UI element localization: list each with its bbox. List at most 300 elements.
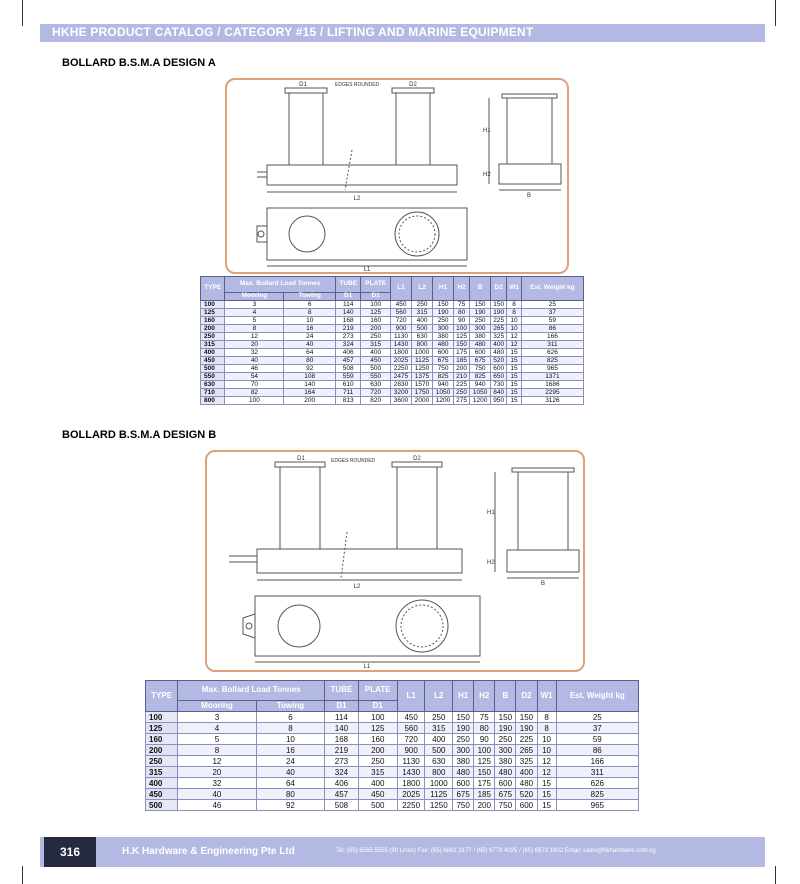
table-cell: 10 bbox=[507, 325, 522, 333]
table-row bbox=[146, 745, 639, 756]
table-cell: 190 bbox=[433, 309, 454, 317]
table-cell: 185 bbox=[474, 789, 495, 800]
table-cell: 160 bbox=[358, 734, 397, 745]
col-plate: PLATE bbox=[361, 277, 391, 293]
catalog-title: HKHE PRODUCT CATALOG / CATEGORY #15 / LIFTING AND MARINE EQUIPMENT bbox=[52, 25, 534, 39]
table-cell: 311 bbox=[521, 341, 583, 349]
table-cell: 168 bbox=[336, 317, 361, 325]
table-cell: 64 bbox=[256, 778, 325, 789]
col-l1: L1 bbox=[397, 681, 425, 712]
table-cell: 380 bbox=[453, 756, 474, 767]
table-cell: 300 bbox=[470, 325, 491, 333]
table-row bbox=[201, 365, 584, 373]
table-cell: 457 bbox=[325, 789, 358, 800]
table-cell: 965 bbox=[556, 800, 638, 811]
table-cell: 750 bbox=[433, 365, 454, 373]
technical-drawing-b bbox=[207, 452, 583, 670]
cell-type: 500 bbox=[146, 800, 178, 811]
table-cell: 250 bbox=[412, 301, 433, 309]
table-cell: 2250 bbox=[391, 365, 412, 373]
table-cell: 380 bbox=[433, 333, 454, 341]
table-cell: 600 bbox=[433, 349, 454, 357]
table-cell: 25 bbox=[556, 712, 638, 723]
table-cell: 16 bbox=[284, 325, 336, 333]
label-l1: L1 bbox=[363, 664, 371, 670]
table-row bbox=[201, 333, 584, 341]
col-b: B bbox=[495, 681, 516, 712]
table-cell: 250 bbox=[358, 756, 397, 767]
table-cell: 40 bbox=[284, 341, 336, 349]
col-towing: Towing bbox=[256, 701, 325, 712]
table-cell: 675 bbox=[433, 357, 454, 365]
table-cell: 315 bbox=[412, 309, 433, 317]
table-cell: 150 bbox=[495, 712, 516, 723]
table-cell: 950 bbox=[491, 397, 507, 405]
table-cell: 825 bbox=[556, 789, 638, 800]
col-l2: L2 bbox=[412, 277, 433, 301]
table-cell: 275 bbox=[454, 397, 470, 405]
col-h2: H2 bbox=[454, 277, 470, 301]
table-cell: 3126 bbox=[521, 397, 583, 405]
cell-type: 450 bbox=[146, 789, 178, 800]
label-d1: D1 bbox=[297, 456, 305, 462]
drawing-design-b bbox=[205, 450, 585, 672]
table-cell: 1050 bbox=[433, 389, 454, 397]
cell-type: 400 bbox=[146, 778, 178, 789]
col-plate-d1: D1 bbox=[361, 293, 391, 301]
crop-mark-bottom-right bbox=[775, 866, 776, 884]
crop-mark-right bbox=[775, 0, 776, 26]
table-row bbox=[146, 734, 639, 745]
table-cell: 1130 bbox=[397, 756, 425, 767]
table-cell: 650 bbox=[491, 373, 507, 381]
col-h1: H1 bbox=[453, 681, 474, 712]
col-mooring: Mooring bbox=[225, 293, 284, 301]
table-cell: 400 bbox=[358, 778, 397, 789]
table-row bbox=[201, 325, 584, 333]
table-cell: 840 bbox=[491, 389, 507, 397]
table-cell: 54 bbox=[225, 373, 284, 381]
table-cell: 825 bbox=[433, 373, 454, 381]
table-cell: 560 bbox=[391, 309, 412, 317]
table-cell: 190 bbox=[453, 723, 474, 734]
table-cell: 324 bbox=[336, 341, 361, 349]
table-cell: 8 bbox=[537, 723, 556, 734]
table-cell: 150 bbox=[516, 712, 537, 723]
table-cell: 46 bbox=[225, 365, 284, 373]
label-edges-rounded: EDGES ROUNDED bbox=[331, 458, 376, 464]
table-cell: 150 bbox=[433, 301, 454, 309]
table-cell: 20 bbox=[178, 767, 256, 778]
table-cell: 12 bbox=[507, 341, 522, 349]
technical-drawing-a bbox=[227, 80, 567, 272]
table-cell: 406 bbox=[325, 778, 358, 789]
table-cell: 900 bbox=[391, 325, 412, 333]
table-row bbox=[146, 712, 639, 723]
table-cell: 225 bbox=[516, 734, 537, 745]
table-cell: 600 bbox=[453, 778, 474, 789]
table-cell: 75 bbox=[454, 301, 470, 309]
table-cell: 450 bbox=[397, 712, 425, 723]
table-cell: 265 bbox=[516, 745, 537, 756]
table-cell: 125 bbox=[454, 333, 470, 341]
label-b: B bbox=[526, 193, 532, 199]
table-cell: 40 bbox=[256, 767, 325, 778]
col-weight: Est. Weight kg bbox=[556, 681, 638, 712]
table-cell: 25 bbox=[521, 301, 583, 309]
table-cell: 600 bbox=[491, 365, 507, 373]
table-cell: 80 bbox=[454, 309, 470, 317]
cell-type: 250 bbox=[201, 333, 225, 341]
label-h1: H1 bbox=[483, 128, 491, 134]
table-cell: 800 bbox=[425, 767, 453, 778]
col-type: TYPE bbox=[201, 277, 225, 301]
table-cell: 5 bbox=[178, 734, 256, 745]
table-cell: 1000 bbox=[412, 349, 433, 357]
crop-mark-bottom-left bbox=[22, 866, 23, 884]
table-row bbox=[201, 389, 584, 397]
cell-type: 100 bbox=[201, 301, 225, 309]
table-cell: 80 bbox=[284, 357, 336, 365]
table-cell: 24 bbox=[256, 756, 325, 767]
label-h2: H2 bbox=[483, 172, 491, 178]
col-plate: PLATE bbox=[358, 681, 397, 701]
cell-type: 200 bbox=[146, 745, 178, 756]
table-cell: 508 bbox=[325, 800, 358, 811]
table-cell: 2000 bbox=[412, 397, 433, 405]
table-cell: 125 bbox=[474, 756, 495, 767]
table-cell: 114 bbox=[325, 712, 358, 723]
table-cell: 10 bbox=[507, 317, 522, 325]
page-number: 316 bbox=[44, 837, 96, 867]
table-cell: 15 bbox=[507, 381, 522, 389]
table-cell: 480 bbox=[516, 778, 537, 789]
table-cell: 125 bbox=[361, 309, 391, 317]
table-cell: 1130 bbox=[391, 333, 412, 341]
table-cell: 1125 bbox=[412, 357, 433, 365]
table-cell: 559 bbox=[336, 373, 361, 381]
table-cell: 190 bbox=[470, 309, 491, 317]
table-cell: 4 bbox=[225, 309, 284, 317]
table-cell: 185 bbox=[454, 357, 470, 365]
table-cell: 1686 bbox=[521, 381, 583, 389]
table-cell: 40 bbox=[225, 357, 284, 365]
table-cell: 150 bbox=[454, 341, 470, 349]
table-row bbox=[201, 349, 584, 357]
table-cell: 610 bbox=[336, 381, 361, 389]
table-cell: 520 bbox=[491, 357, 507, 365]
cell-type: 125 bbox=[146, 723, 178, 734]
table-cell: 300 bbox=[453, 745, 474, 756]
table-cell: 300 bbox=[495, 745, 516, 756]
table-cell: 140 bbox=[336, 309, 361, 317]
table-cell: 10 bbox=[284, 317, 336, 325]
table-cell: 1800 bbox=[397, 778, 425, 789]
table-cell: 825 bbox=[470, 373, 491, 381]
cell-type: 160 bbox=[201, 317, 225, 325]
spec-table-design-b bbox=[145, 680, 639, 811]
table-cell: 250 bbox=[495, 734, 516, 745]
table-cell: 90 bbox=[474, 734, 495, 745]
cell-type: 450 bbox=[201, 357, 225, 365]
table-cell: 500 bbox=[358, 800, 397, 811]
table-cell: 150 bbox=[470, 301, 491, 309]
table-cell: 150 bbox=[474, 767, 495, 778]
table-cell: 2295 bbox=[521, 389, 583, 397]
table-cell: 400 bbox=[425, 734, 453, 745]
table-cell: 108 bbox=[284, 373, 336, 381]
table-cell: 10 bbox=[256, 734, 325, 745]
table-cell: 225 bbox=[491, 317, 507, 325]
table-cell: 12 bbox=[178, 756, 256, 767]
table-cell: 400 bbox=[491, 341, 507, 349]
table-cell: 125 bbox=[358, 723, 397, 734]
table-cell: 190 bbox=[516, 723, 537, 734]
col-mooring: Mooring bbox=[178, 701, 256, 712]
table-cell: 140 bbox=[325, 723, 358, 734]
table-cell: 1800 bbox=[391, 349, 412, 357]
col-h1: H1 bbox=[433, 277, 454, 301]
table-cell: 500 bbox=[361, 365, 391, 373]
table-cell: 273 bbox=[325, 756, 358, 767]
cell-type: 250 bbox=[146, 756, 178, 767]
table-row bbox=[201, 357, 584, 365]
col-l1: L1 bbox=[391, 277, 412, 301]
label-h1: H1 bbox=[487, 510, 495, 516]
table-cell: 86 bbox=[556, 745, 638, 756]
col-l2: L2 bbox=[425, 681, 453, 712]
table-cell: 400 bbox=[361, 349, 391, 357]
table-cell: 1200 bbox=[433, 397, 454, 405]
table-cell: 15 bbox=[507, 389, 522, 397]
table-cell: 520 bbox=[516, 789, 537, 800]
table-cell: 400 bbox=[412, 317, 433, 325]
label-d2: D2 bbox=[409, 82, 417, 88]
table-cell: 450 bbox=[391, 301, 412, 309]
table-cell: 500 bbox=[412, 325, 433, 333]
table-cell: 92 bbox=[256, 800, 325, 811]
col-w1: W1 bbox=[537, 681, 556, 712]
table-cell: 380 bbox=[495, 756, 516, 767]
col-tube: TUBE bbox=[336, 277, 361, 293]
contact-info: Tel: (65) 6565 5555 (30 Lines) Fax: (65) 6861 3177 / (65) 6778 4025 / (65) 6873 1602 Email: sales@hkhardware.com.sg bbox=[336, 848, 656, 854]
table-cell: 720 bbox=[391, 317, 412, 325]
table-cell: 940 bbox=[433, 381, 454, 389]
table-row bbox=[146, 778, 639, 789]
table-cell: 2250 bbox=[397, 800, 425, 811]
table-cell: 8 bbox=[225, 325, 284, 333]
table-cell: 150 bbox=[491, 301, 507, 309]
crop-mark-left bbox=[22, 0, 23, 26]
table-row bbox=[201, 397, 584, 405]
label-h2: H2 bbox=[487, 560, 495, 566]
table-cell: 210 bbox=[454, 373, 470, 381]
table-cell: 450 bbox=[358, 789, 397, 800]
table-cell: 325 bbox=[491, 333, 507, 341]
table-cell: 37 bbox=[521, 309, 583, 317]
table-cell: 46 bbox=[178, 800, 256, 811]
table-cell: 200 bbox=[474, 800, 495, 811]
table-cell: 300 bbox=[433, 325, 454, 333]
col-tube-d1: D1 bbox=[336, 293, 361, 301]
cell-type: 315 bbox=[146, 767, 178, 778]
table-cell: 813 bbox=[336, 397, 361, 405]
table-cell: 219 bbox=[325, 745, 358, 756]
table-cell: 711 bbox=[336, 389, 361, 397]
table-cell: 12 bbox=[225, 333, 284, 341]
cell-type: 315 bbox=[201, 341, 225, 349]
label-b: B bbox=[540, 581, 546, 587]
table-cell: 730 bbox=[491, 381, 507, 389]
table-cell: 90 bbox=[454, 317, 470, 325]
table-cell: 324 bbox=[325, 767, 358, 778]
table-cell: 32 bbox=[225, 349, 284, 357]
table-cell: 8 bbox=[178, 745, 256, 756]
table-cell: 200 bbox=[361, 325, 391, 333]
table-cell: 250 bbox=[470, 317, 491, 325]
table-cell: 630 bbox=[412, 333, 433, 341]
table-cell: 100 bbox=[454, 325, 470, 333]
cell-type: 500 bbox=[201, 365, 225, 373]
cell-type: 125 bbox=[201, 309, 225, 317]
table-cell: 940 bbox=[470, 381, 491, 389]
table-cell: 750 bbox=[470, 365, 491, 373]
table-cell: 315 bbox=[358, 767, 397, 778]
table-cell: 32 bbox=[178, 778, 256, 789]
col-h2: H2 bbox=[474, 681, 495, 712]
table-cell: 3 bbox=[225, 301, 284, 309]
table-cell: 37 bbox=[556, 723, 638, 734]
table-cell: 40 bbox=[178, 789, 256, 800]
table-cell: 190 bbox=[491, 309, 507, 317]
table-cell: 406 bbox=[336, 349, 361, 357]
table-cell: 480 bbox=[491, 349, 507, 357]
table-cell: 15 bbox=[507, 357, 522, 365]
table-cell: 315 bbox=[425, 723, 453, 734]
table-row bbox=[201, 341, 584, 349]
table-row bbox=[146, 756, 639, 767]
table-cell: 15 bbox=[537, 778, 556, 789]
table-cell: 12 bbox=[537, 756, 556, 767]
table-cell: 8 bbox=[507, 309, 522, 317]
table-cell: 166 bbox=[521, 333, 583, 341]
table-cell: 200 bbox=[454, 365, 470, 373]
spec-table-design-a bbox=[200, 276, 584, 405]
table-cell: 5 bbox=[225, 317, 284, 325]
table-row bbox=[146, 789, 639, 800]
table-cell: 457 bbox=[336, 357, 361, 365]
table-cell: 219 bbox=[336, 325, 361, 333]
table-cell: 100 bbox=[361, 301, 391, 309]
table-cell: 166 bbox=[556, 756, 638, 767]
table-cell: 250 bbox=[425, 712, 453, 723]
table-cell: 820 bbox=[361, 397, 391, 405]
table-cell: 190 bbox=[495, 723, 516, 734]
table-cell: 265 bbox=[491, 325, 507, 333]
table-row bbox=[201, 373, 584, 381]
label-edges-rounded: EDGES ROUNDED bbox=[335, 82, 380, 88]
table-cell: 20 bbox=[225, 341, 284, 349]
table-cell: 175 bbox=[474, 778, 495, 789]
label-d1: D1 bbox=[299, 82, 307, 88]
table-cell: 480 bbox=[495, 767, 516, 778]
table-cell: 2830 bbox=[391, 381, 412, 389]
table-cell: 1050 bbox=[470, 389, 491, 397]
cell-type: 550 bbox=[201, 373, 225, 381]
table-cell: 12 bbox=[507, 333, 522, 341]
table-cell: 675 bbox=[495, 789, 516, 800]
col-tube: TUBE bbox=[325, 681, 358, 701]
table-cell: 480 bbox=[470, 341, 491, 349]
col-type: TYPE bbox=[146, 681, 178, 712]
table-cell: 164 bbox=[284, 389, 336, 397]
table-cell: 175 bbox=[454, 349, 470, 357]
table-cell: 6 bbox=[256, 712, 325, 723]
cell-type: 200 bbox=[201, 325, 225, 333]
label-d2: D2 bbox=[413, 456, 421, 462]
cell-type: 800 bbox=[201, 397, 225, 405]
table-cell: 6 bbox=[284, 301, 336, 309]
table-cell: 114 bbox=[336, 301, 361, 309]
col-weight: Est. Weight kg bbox=[521, 277, 583, 301]
cell-type: 400 bbox=[201, 349, 225, 357]
col-d2: D2 bbox=[516, 681, 537, 712]
table-row bbox=[201, 309, 584, 317]
table-cell: 1000 bbox=[425, 778, 453, 789]
table-cell: 675 bbox=[470, 357, 491, 365]
section-title-design-b: BOLLARD B.S.M.A DESIGN B bbox=[62, 429, 217, 441]
table-cell: 380 bbox=[470, 333, 491, 341]
table-cell: 100 bbox=[358, 712, 397, 723]
col-load: Max. Bollard Load Tonnes bbox=[178, 681, 325, 701]
table-cell: 160 bbox=[361, 317, 391, 325]
table-row bbox=[201, 381, 584, 389]
cell-type: 100 bbox=[146, 712, 178, 723]
table-cell: 4 bbox=[178, 723, 256, 734]
table-cell: 480 bbox=[433, 341, 454, 349]
table-cell: 630 bbox=[361, 381, 391, 389]
table-cell: 15 bbox=[537, 789, 556, 800]
table-cell: 550 bbox=[361, 373, 391, 381]
table-cell: 8 bbox=[537, 712, 556, 723]
table-cell: 1430 bbox=[397, 767, 425, 778]
table-cell: 1125 bbox=[425, 789, 453, 800]
table-cell: 250 bbox=[433, 317, 454, 325]
table-cell: 80 bbox=[256, 789, 325, 800]
table-cell: 800 bbox=[412, 341, 433, 349]
table-row bbox=[201, 317, 584, 325]
table-cell: 273 bbox=[336, 333, 361, 341]
col-plate-d1: D1 bbox=[358, 701, 397, 712]
table-cell: 92 bbox=[284, 365, 336, 373]
table-cell: 8 bbox=[284, 309, 336, 317]
table-cell: 600 bbox=[495, 778, 516, 789]
section-title-design-a: BOLLARD B.S.M.A DESIGN A bbox=[62, 57, 216, 69]
table-cell: 225 bbox=[454, 381, 470, 389]
table-cell: 3200 bbox=[391, 389, 412, 397]
table-row bbox=[146, 800, 639, 811]
table-cell: 450 bbox=[361, 357, 391, 365]
company-name: H.K Hardware & Engineering Pte Ltd bbox=[122, 846, 295, 857]
table-row bbox=[201, 301, 584, 309]
col-w1: W1 bbox=[507, 277, 522, 301]
table-cell: 8 bbox=[256, 723, 325, 734]
table-cell: 24 bbox=[284, 333, 336, 341]
table-cell: 82 bbox=[225, 389, 284, 397]
table-cell: 3 bbox=[178, 712, 256, 723]
table-cell: 675 bbox=[453, 789, 474, 800]
col-towing: Towing bbox=[284, 293, 336, 301]
